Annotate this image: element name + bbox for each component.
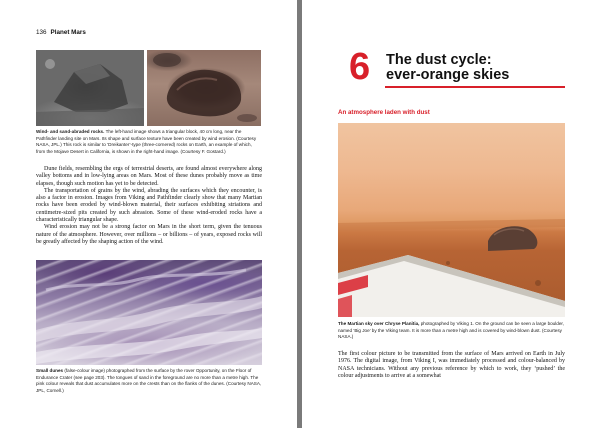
right-page (302, 0, 600, 428)
dreikanter-rock-photo (147, 50, 261, 126)
paragraph: Dune fields, resembling the ergs of terrestrial deserts, are found almost everywhere along valley bottoms and in low-lying areas on Mars. Most of these dunes probably move as time elapses, though such motion has yet to be detected. (36, 166, 262, 187)
sky-caption (338, 321, 565, 341)
sky-caption-text: photographed by Viking 1. On the ground can be seen a large boulder, named ‘Big Joe’ by the Viking team. It is more than a metre high and is covered by wind-blown dust. (Courtesy NASA.) (338, 321, 564, 339)
dunes-caption-text: (false-colour image) photographed from the surface by the rover Opportunity, on the Floor of Endurance Crater (see page 203). The tongues of sand in the foreground are no more than a metre high. The pink colour reveals that dust accumulates more on the crests than on the flanks of the dunes. (Courtesy NASA, JPL, Cornell.) (36, 368, 262, 393)
rock-caption-bold: Wind- and sand-abraded rocks. (36, 129, 105, 134)
dunes-caption-bold: Small dunes (36, 368, 64, 373)
right-body-text (338, 351, 565, 380)
section-subheading: An atmosphere laden with dust (338, 109, 430, 116)
small-dunes-photo (36, 260, 262, 365)
chapter-title-line-1: The dust cycle: (386, 52, 492, 68)
paragraph: The first colour picture to be transmitted from the surface of Mars arrived on Earth in July 1976. The digital image, from Viking I, was immediately processed and colour-balanced by NASA technicians. Without any previous reference by which to work, they ‘pushed’ the colour adjustments to arrive at a somewhat (338, 351, 565, 379)
rock-caption-text: The left-hand image shows a triangular block, 40 cm long, near the Pathfinder landing site on Mars. Its shape and surface texture have been created by wind erosion. (Courtesy NASA, JPL.) This rock is similar to ‘Dreikanter’-type (three-cornered) rocks on Earth, an example of which, from the Mojave Desert in California, is shown in the right-hand image. (Courtesy F. Gostard.) (36, 129, 257, 154)
dunes-drawing (36, 260, 262, 365)
paragraph: Wind erosion may not be a strong factor on Mars in the short term, given the tenuous nature of the atmosphere. However, over millions – or billions – of years, exposed rocks will be greatly affected by the shaping action of the wind. (36, 224, 262, 245)
running-head-title: Planet Mars (50, 29, 86, 36)
dunes-caption (36, 368, 262, 394)
sky-drawing (338, 123, 565, 317)
chapter-title (386, 53, 509, 83)
chapter-title-line-2: ever-orange skies (386, 67, 510, 83)
left-page (0, 0, 297, 428)
page-number: 136 (36, 29, 47, 36)
rock2-drawing (147, 50, 261, 126)
sky-caption-bold: The Martian sky over Chryse Planitia, (338, 321, 420, 326)
rock-caption (36, 129, 262, 155)
rock1-drawing (36, 50, 144, 126)
running-head (36, 29, 86, 36)
martian-sky-photo (338, 123, 565, 317)
chapter-rule (385, 86, 565, 88)
wind-abraded-rock-photo (36, 50, 144, 126)
left-body-text (36, 166, 262, 246)
paragraph: The transportation of grains by the wind, abrading the surfaces which they encounter, is also a factor in erosion. Images from Viking and Pathfinder clearly show that many Martian rocks have been eroded by wind-blown material, their surfaces exhibiting striations and centimetre-sized pits created by such abrasion. Some of these wind-eroded rocks have a characteristically triangular shape. (36, 187, 262, 224)
chapter-number: 6 (349, 46, 371, 88)
